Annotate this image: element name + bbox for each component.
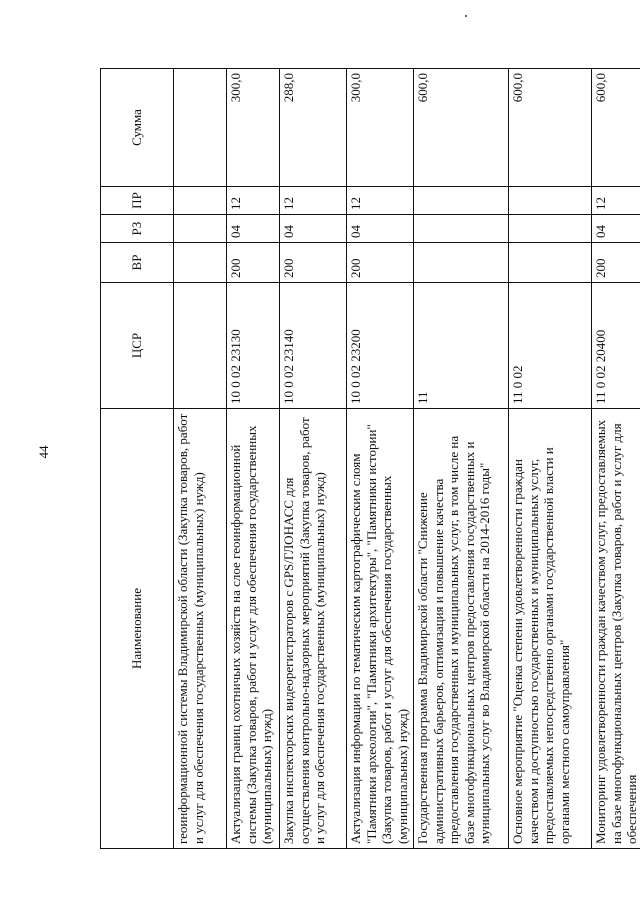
cell-pr: 12 (347, 187, 414, 215)
cell-sum: 300,0 (227, 69, 280, 187)
header-name: Наименование (101, 409, 174, 849)
table-row (227, 69, 280, 849)
budget-table-rotated (100, 69, 640, 849)
table-row (347, 69, 414, 849)
page-number: 44 (36, 445, 51, 459)
cell-name: Мониторинг удовлетворенности граждан качеством услуг, предоставляемых на базе многофункциональных центров (Закупка товаров, работ и услуг для обеспечения (592, 409, 640, 849)
header-rz: РЗ (101, 215, 174, 243)
cell-name: Актуализация границ охотничьих хозяйств на слое геоинформационной системы (Закупка товаров, работ и услуг для обеспечения государственных (муниципальных) нужд) (227, 409, 280, 849)
cell-rz: 04 (592, 215, 640, 243)
table-header-row (101, 69, 174, 849)
cell-name: Государственная программа Владимирской области "Снижение административных барьеров, оптимизация и повышение качества предоставления государственных и муниципальных услуг, в том числе на базе многофункциональных центров предоставления государственных и муниципальных услуг во Владимирской области на 2014-2016 годы" (414, 409, 509, 849)
cell-vr (174, 243, 227, 283)
cell-vr: 200 (592, 243, 640, 283)
cell-sum: 600,0 (509, 69, 592, 187)
cell-vr: 200 (347, 243, 414, 283)
cell-pr (414, 187, 509, 215)
cell-sum (174, 69, 227, 187)
cell-rz: 04 (280, 215, 347, 243)
cell-rz: 04 (347, 215, 414, 243)
cell-rz (509, 215, 592, 243)
table-row (280, 69, 347, 849)
cell-vr (509, 243, 592, 283)
cell-csr: 11 (414, 283, 509, 409)
cell-name: Актуализация информации по тематическим картографическим слоям "Памятники археологии", "Памятники архитектуры", "Памятники истории" (Закупка товаров, работ и услуг для обеспечения государственных (муниципальных) нужд) (347, 409, 414, 849)
scan-speck (465, 15, 467, 17)
cell-csr: 11 0 02 20400 (592, 283, 640, 409)
cell-csr: 10 0 02 23130 (227, 283, 280, 409)
cell-sum: 600,0 (592, 69, 640, 187)
cell-pr: 12 (280, 187, 347, 215)
header-sum: Сумма (101, 69, 174, 187)
cell-name: Основное мероприятие "Оценка степени удовлетворенности граждан качеством и доступностью государственных и муниципальных услуг, предоставляемых непосредственно органами государственной власти и органами местного самоуправления" (509, 409, 592, 849)
cell-sum: 300,0 (347, 69, 414, 187)
cell-pr (509, 187, 592, 215)
cell-pr: 12 (227, 187, 280, 215)
cell-rz (174, 215, 227, 243)
cell-rz (414, 215, 509, 243)
cell-vr: 200 (227, 243, 280, 283)
table-row (509, 69, 592, 849)
table-row (174, 69, 227, 849)
budget-table (100, 68, 640, 849)
cell-rz: 04 (227, 215, 280, 243)
cell-csr: 11 0 02 (509, 283, 592, 409)
cell-sum: 288,0 (280, 69, 347, 187)
header-vr: ВР (101, 243, 174, 283)
table-row (592, 69, 640, 849)
cell-csr: 10 0 02 23140 (280, 283, 347, 409)
cell-vr (414, 243, 509, 283)
cell-name: Закупка инспекторских видеорегистраторов с GPS/ГЛОНАСС для осуществления контрольно-надзорных мероприятий (Закупка товаров, работ и услуг для обеспечения государственных (муниципальных) нужд) (280, 409, 347, 849)
cell-name: геоинформационной системы Владимирской области (Закупка товаров, работ и услуг для обеспечения государственных (муниципальных) нужд) (174, 409, 227, 849)
cell-sum: 600,0 (414, 69, 509, 187)
cell-csr (174, 283, 227, 409)
cell-csr: 10 0 02 23200 (347, 283, 414, 409)
header-pr: ПР (101, 187, 174, 215)
header-csr: ЦСР (101, 283, 174, 409)
cell-pr: 12 (592, 187, 640, 215)
cell-pr (174, 187, 227, 215)
table-row (414, 69, 509, 849)
cell-vr: 200 (280, 243, 347, 283)
